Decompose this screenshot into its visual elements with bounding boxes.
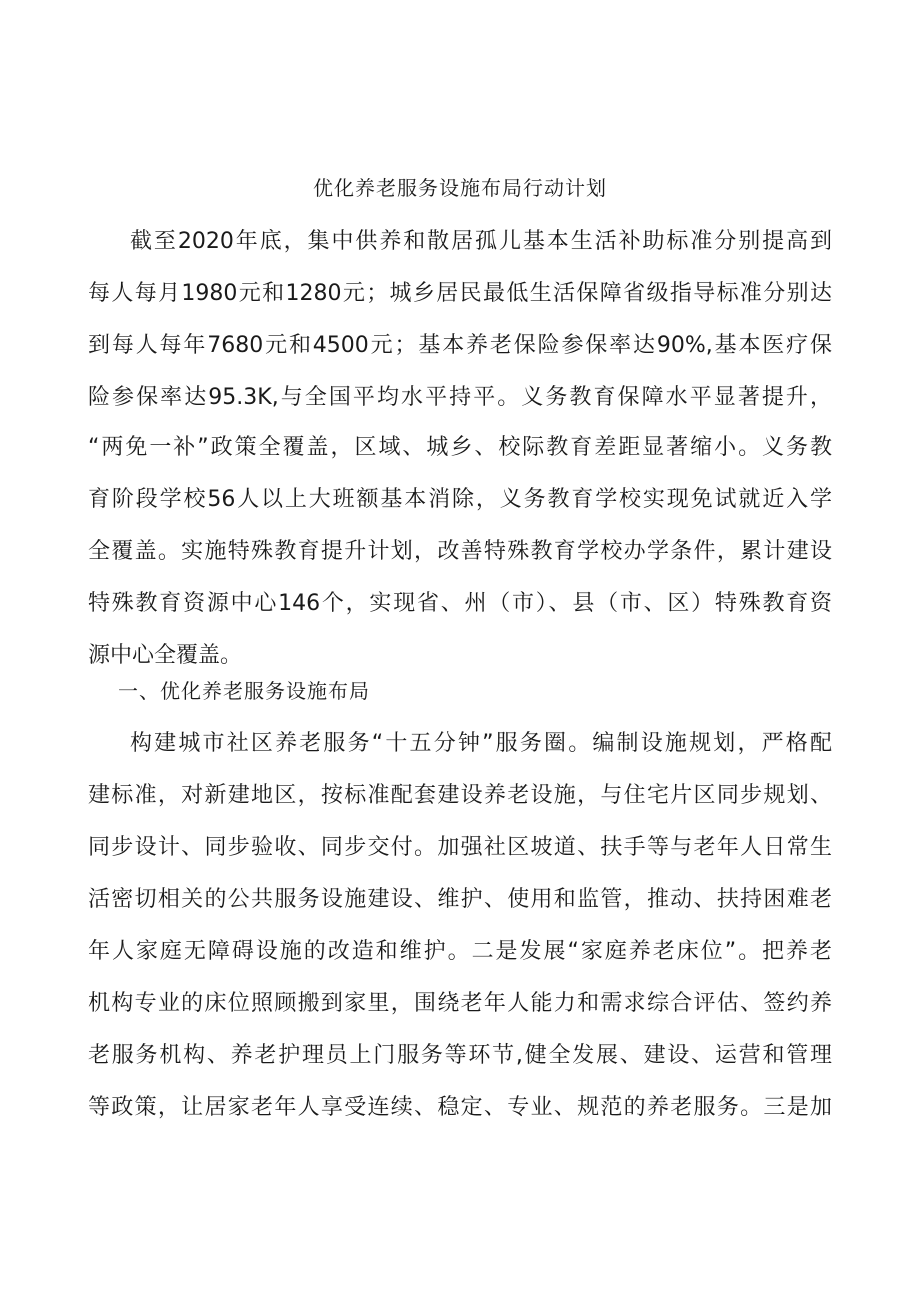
- paragraph-2-line: 构建城市社区养老服务“十五分钟”服务圈。编制设施规划，严格配: [130, 731, 832, 756]
- paragraph-1-line: 全覆盖。实施特殊教育提升计划，改善特殊教育学校办学条件，累计建设: [88, 539, 832, 564]
- paragraph-1-line: “两免一补”政策全覆盖，区域、城乡、校际教育差距显著缩小。义务教: [88, 435, 832, 460]
- paragraph-1-line: 源中心全覆盖。: [88, 643, 243, 668]
- document-title: 优化养老服务设施布局行动计划: [313, 176, 607, 200]
- paragraph-2-line: 等政策，让居家老年人享受连续、稳定、专业、规范的养老服务。三是加: [88, 1095, 832, 1120]
- paragraph-2-line: 建标准，对新建地区，按标准配套建设养老设施，与住宅片区同步规划、: [88, 783, 832, 808]
- paragraph-2-line: 活密切相关的公共服务设施建设、维护、使用和监管，推动、扶持困难老: [88, 887, 832, 912]
- paragraph-1-line: 险参保率达95.3K,与全国平均水平持平。义务教育保障水平显著提升，: [88, 385, 832, 410]
- paragraph-2-line: 年人家庭无障碍设施的改造和维护。二是发展“家庭养老床位”。把养老: [88, 939, 832, 964]
- paragraph-2-line: 机构专业的床位照顾搬到家里，围绕老年人能力和需求综合评估、签约养: [88, 991, 832, 1016]
- paragraph-1-line: 特殊教育资源中心146个，实现省、州（市）、县（市、区）特殊教育资: [88, 591, 832, 616]
- section-heading: 一、优化养老服务设施布局: [118, 679, 370, 703]
- paragraph-1-line: 育阶段学校56人以上大班额基本消除，义务教育学校实现免试就近入学: [88, 487, 832, 512]
- paragraph-1-line: 每人每月1980元和1280元；城乡居民最低生活保障省级指导标准分别达: [88, 281, 832, 306]
- paragraph-1-line: 截至2020年底，集中供养和散居孤儿基本生活补助标准分别提高到: [130, 229, 832, 254]
- paragraph-1-line: 到每人每年7680元和4500元；基本养老保险参保率达90%,基本医疗保: [88, 333, 832, 358]
- paragraph-2-line: 同步设计、同步验收、同步交付。加强社区坡道、扶手等与老年人日常生: [88, 835, 832, 860]
- paragraph-2-line: 老服务机构、养老护理员上门服务等环节,健全发展、建设、运营和管理: [88, 1043, 832, 1068]
